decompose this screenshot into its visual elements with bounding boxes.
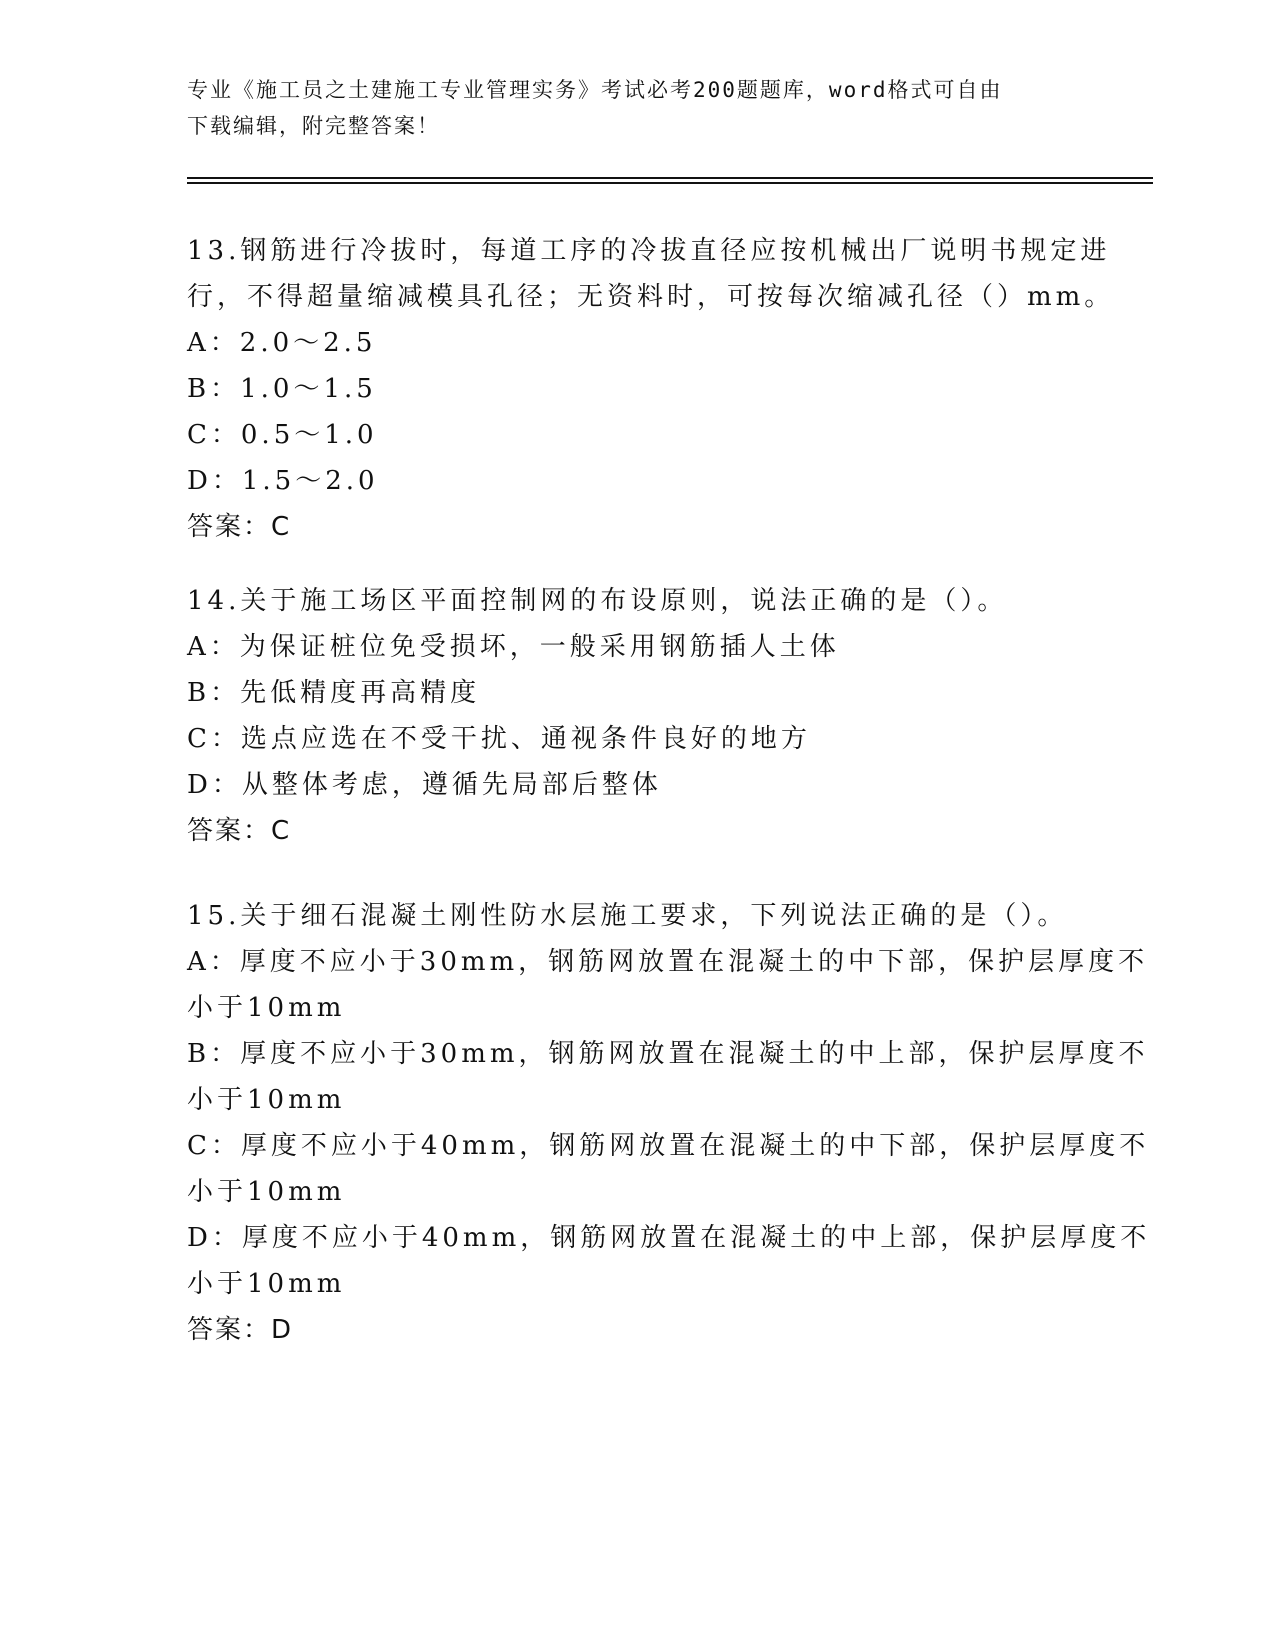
option-a: A：厚度不应小于30mm，钢筋网放置在混凝土的中下部，保护层厚度不 (187, 947, 1149, 977)
question-14 (187, 578, 1087, 854)
question-13 (187, 228, 1115, 550)
option-a: A：为保证桩位免受损坏，一般采用钢筋插人土体 (187, 632, 840, 662)
answer: 答案：C (187, 816, 292, 846)
option-d: D：厚度不应小于40mm，钢筋网放置在混凝土的中上部，保护层厚度不 (187, 1223, 1151, 1253)
answer: 答案：C (187, 512, 292, 542)
option-c: C：厚度不应小于40mm，钢筋网放置在混凝土的中下部，保护层厚度不 (187, 1131, 1150, 1161)
option-c-continued: 小于10mm (187, 1177, 346, 1207)
option-b: B：厚度不应小于30mm，钢筋网放置在混凝土的中上部，保护层厚度不 (187, 1039, 1149, 1069)
header-line-2: 下载编辑，附完整答案！ (187, 114, 440, 138)
option-b: B：1.0～1.5 (187, 374, 377, 404)
option-c: C：选点应选在不受干扰、通视条件良好的地方 (187, 724, 811, 754)
option-a: A：2.0～2.5 (187, 328, 377, 358)
question-stem-continued: 行，不得超量缩减模具孔径；无资料时，可按每次缩减孔径（）mm。 (187, 282, 1115, 312)
question-stem: 14.关于施工场区平面控制网的布设原则，说法正确的是（）。 (187, 586, 1008, 616)
option-b-continued: 小于10mm (187, 1085, 346, 1115)
header-line-1: 专业《施工员之土建施工专业管理实务》考试必考200题题库，word格式可自由 (187, 78, 1003, 102)
option-c: C：0.5～1.0 (187, 420, 378, 450)
option-b: B：先低精度再高精度 (187, 678, 481, 708)
question-stem: 15.关于细石混凝土刚性防水层施工要求，下列说法正确的是（）。 (187, 901, 1068, 931)
option-d-continued: 小于10mm (187, 1269, 346, 1299)
question-stem: 13.钢筋进行冷拔时，每道工序的冷拔直径应按机械出厂说明书规定进 (187, 236, 1111, 266)
answer: 答案：D (187, 1315, 294, 1345)
option-a-continued: 小于10mm (187, 993, 346, 1023)
header-divider-bottom (187, 182, 1153, 184)
option-d: D：从整体考虑，遵循先局部后整体 (187, 770, 662, 800)
document-header (187, 72, 1087, 144)
question-15 (187, 893, 1151, 1353)
option-d: D：1.5～2.0 (187, 466, 379, 496)
header-divider-top (187, 177, 1153, 179)
